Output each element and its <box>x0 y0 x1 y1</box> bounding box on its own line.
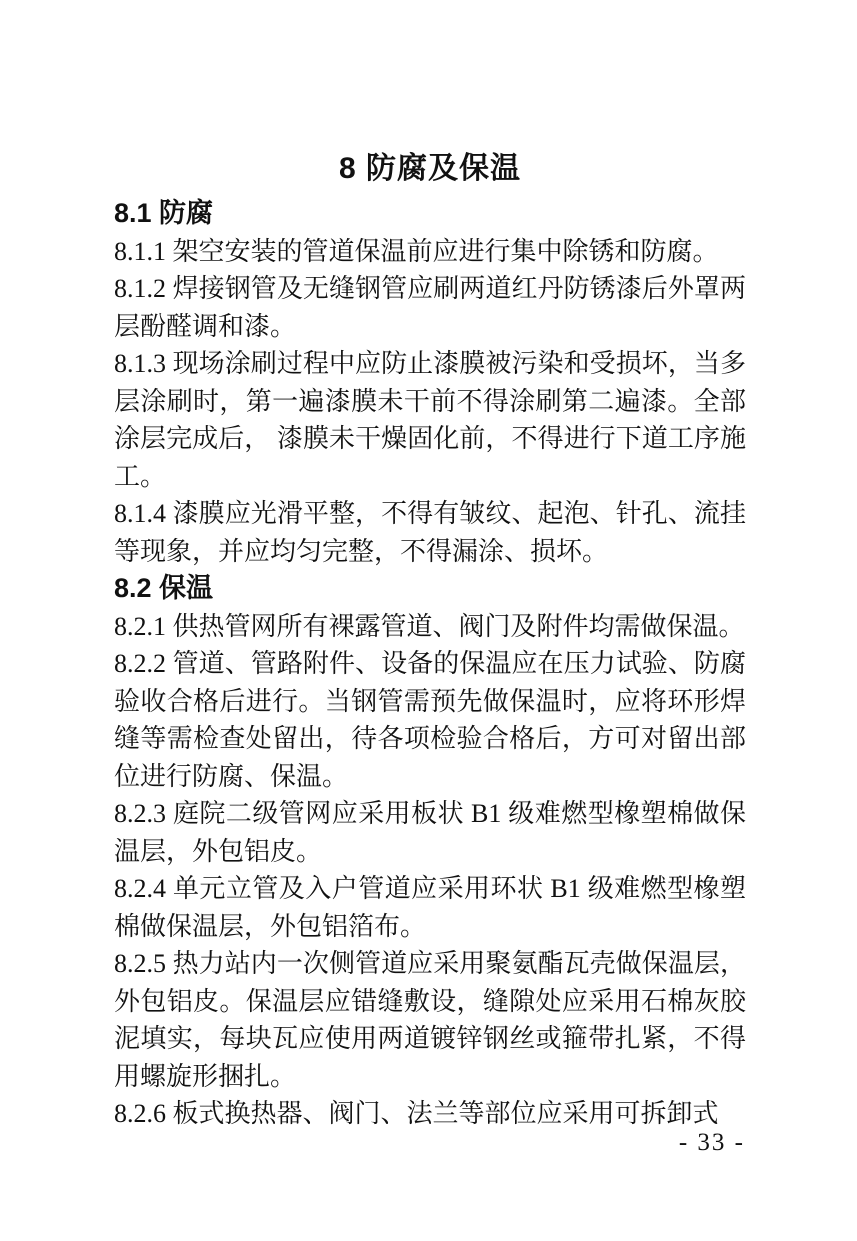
clause-8-2-3: 8.2.3 庭院二级管网应采用板状 B1 级难燃型橡塑棉做保温层，外包铝皮。 <box>114 799 746 866</box>
clause-8-2-4: 8.2.4 单元立管及入户管道应采用环状 B1 级难燃型橡塑棉做保温层，外包铝箔布。 <box>114 874 746 941</box>
section-heading-8-2: 8.2 保温 <box>114 573 214 603</box>
clause-8-1-3: 8.1.3 现场涂刷过程中应防止漆膜被污染和受损坏，当多层涂刷时，第一遍漆膜未干前不得涂刷第二遍漆。全部涂层完成后， 漆膜未干燥固化前，不得进行下道工序施工。 <box>114 349 746 491</box>
chapter-title: 8 防腐及保温 <box>338 152 522 185</box>
clause-8-1-2: 8.1.2 焊接钢管及无缝钢管应刷两道红丹防锈漆后外罩两层酚醛调和漆。 <box>114 274 746 341</box>
clause-8-2-2: 8.2.2 管道、管路附件、设备的保温应在压力试验、防腐验收合格后进行。当钢管需预先做保温时，应将环形焊缝等需检查处留出，待各项检验合格后，方可对留出部位进行防腐、保温。 <box>114 649 746 791</box>
clause-8-2-1: 8.2.1 供热管网所有裸露管道、阀门及附件均需做保温。 <box>114 611 745 641</box>
clause-8-2-5: 8.2.5 热力站内一次侧管道应采用聚氨酯瓦壳做保温层，外包铝皮。保温层应错缝敷设，缝隙处应采用石棉灰胶泥填实，每块瓦应使用两道镀锌钢丝或箍带扎紧，不得用螺旋形捆扎。 <box>114 949 746 1091</box>
document-content <box>114 148 746 1133</box>
clause-8-1-4: 8.1.4 漆膜应光滑平整，不得有皱纹、起泡、针孔、流挂等现象，并应均匀完整，不得漏涂、损坏。 <box>114 499 746 566</box>
clause-8-1-1: 8.1.1 架空安装的管道保温前应进行集中除锈和防腐。 <box>114 236 719 266</box>
page-number: - 33 - <box>678 1129 745 1156</box>
section-heading-8-1: 8.1 防腐 <box>114 198 214 228</box>
clause-8-2-6: 8.2.6 板式换热器、阀门、法兰等部位应采用可拆卸式 <box>114 1099 719 1128</box>
